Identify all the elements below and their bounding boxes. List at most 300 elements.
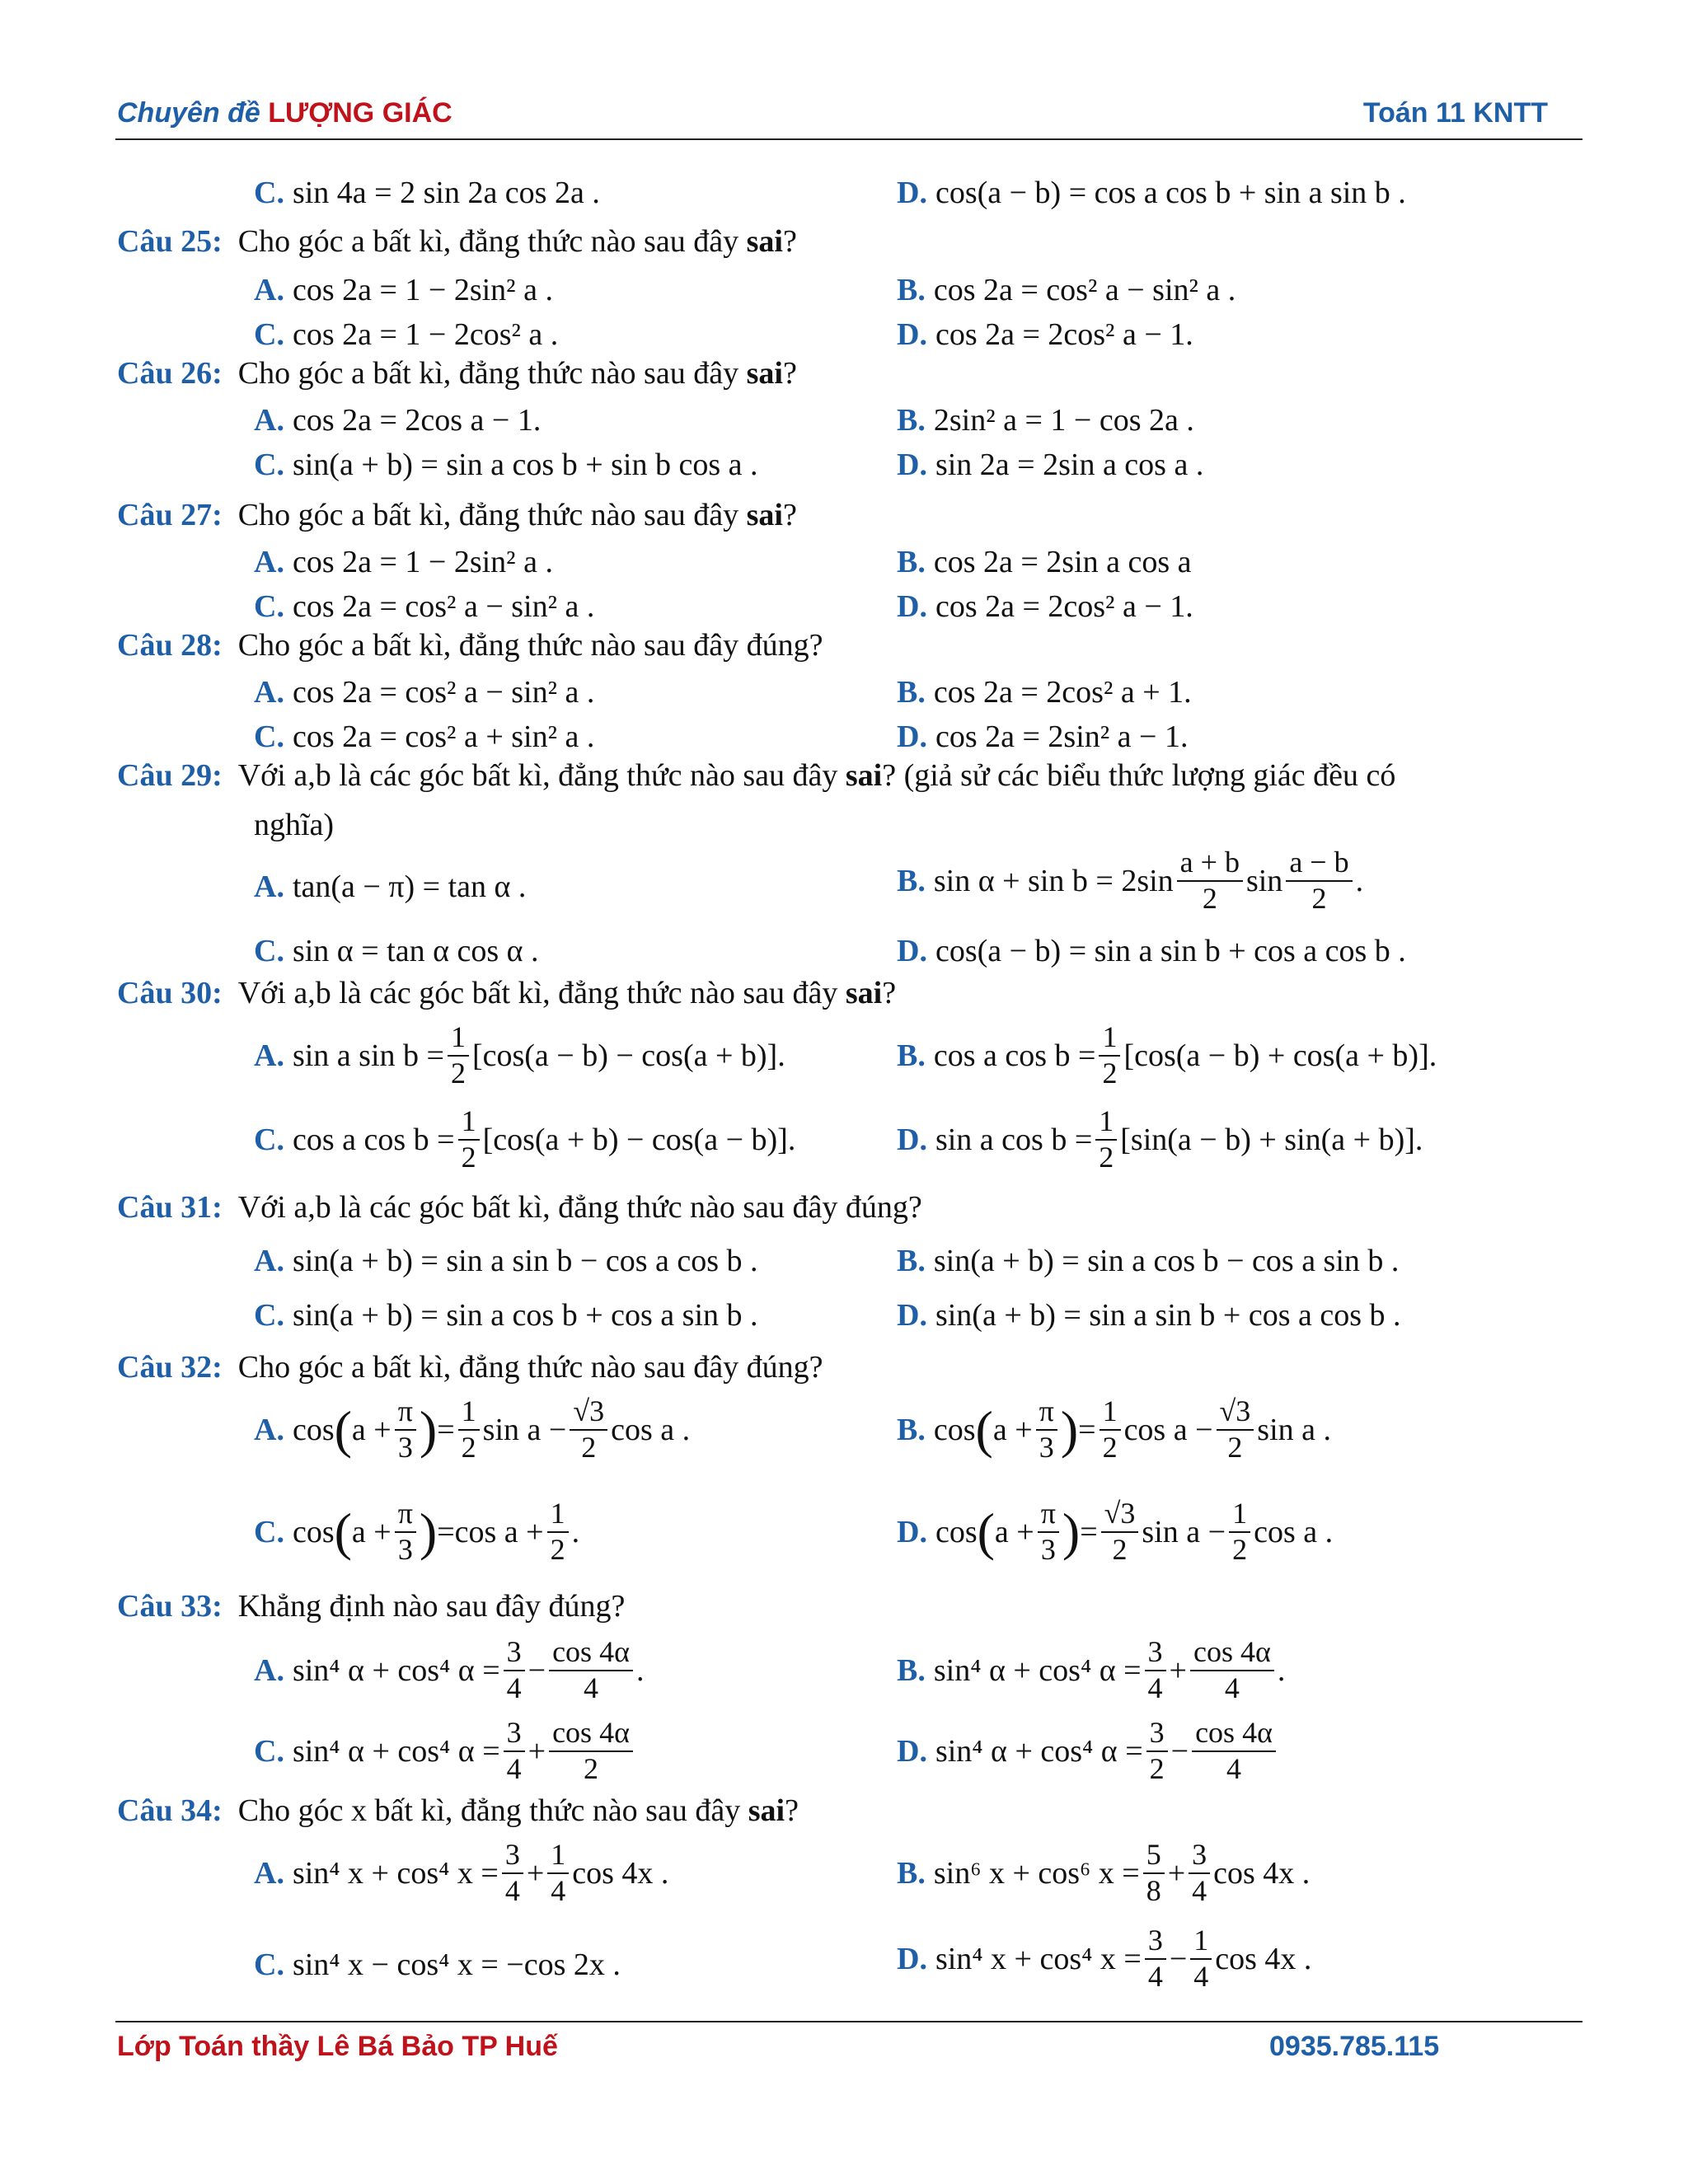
fraction [458, 1106, 480, 1174]
math-text: = [437, 1514, 455, 1549]
footer-teacher: Lớp Toán thầy Lê Bá Bảo TP Huế [117, 2031, 558, 2062]
math-text [502, 1840, 523, 1907]
math-text: cos [292, 1412, 335, 1447]
q34-option-d [897, 1925, 1311, 1993]
math-text: [sin(a − b) + sin(a + b)]. [1120, 1122, 1423, 1157]
math-text: cos 2a = 1 − 2cos² a . [292, 317, 559, 352]
math-text: cos 4x . [1213, 1855, 1311, 1891]
fraction-numerator: 1 [1099, 1022, 1120, 1057]
fraction [1286, 847, 1352, 915]
q25-option-c [254, 316, 558, 353]
fraction-denominator: 2 [1149, 1751, 1165, 1785]
q25-option-b [897, 272, 1236, 308]
math-text [1145, 1925, 1166, 1993]
q34-option-c [254, 1947, 621, 1983]
q24-option-c [254, 175, 600, 211]
q31-option-a [254, 1243, 758, 1279]
q33-option-b [897, 1637, 1285, 1704]
math-text: cos(a − b) = cos a cos b + sin a sin b . [935, 176, 1406, 210]
fraction [1095, 1106, 1117, 1174]
math-text: sin a − [1142, 1514, 1226, 1549]
math-text: cos 2a = 2cos² a + 1. [933, 675, 1192, 710]
math-text [1189, 1840, 1210, 1907]
question-number: Câu 29: [117, 758, 223, 793]
option-label: C. [254, 1733, 284, 1769]
question-number: Câu 28: [117, 628, 223, 663]
math-text [458, 1396, 480, 1464]
option-label: A. [254, 869, 284, 904]
math-text: . [571, 1514, 580, 1549]
fraction-numerator: 1 [547, 1498, 569, 1533]
fraction-numerator: 5 [1143, 1840, 1165, 1874]
fraction-denominator: 4 [1147, 1671, 1163, 1704]
q32-option-d [897, 1498, 1333, 1566]
q31-option-b [897, 1243, 1399, 1279]
option-label: B. [897, 1855, 926, 1891]
math-text: sin⁴ x + cos⁴ x = [935, 1941, 1142, 1976]
option-label: C. [254, 317, 284, 352]
fraction-denominator: 8 [1146, 1873, 1161, 1907]
math-text: sin⁴ α + cos⁴ α = [292, 1652, 500, 1688]
option-label: A. [254, 675, 284, 710]
q34-option-b [897, 1840, 1310, 1907]
q28-option-a [254, 674, 594, 710]
option-label: B. [897, 1038, 926, 1073]
option-label: D. [897, 934, 927, 968]
math-text: Cho góc a bất kì, đẳng thức nào sau đây [237, 356, 739, 391]
question-26 [117, 358, 797, 389]
q27-option-a [254, 544, 553, 580]
math-text: sin⁴ α + cos⁴ α = [935, 1733, 1143, 1769]
option-label: A. [254, 545, 284, 579]
math-text: sin(a + b) = sin a cos b + cos a sin b . [292, 1298, 758, 1333]
math-text: cos 2a = 2cos² a − 1. [935, 317, 1193, 352]
math-text [549, 1718, 633, 1785]
parenthesis: ) [1060, 1399, 1079, 1459]
math-text [395, 1498, 416, 1566]
fraction-denominator: 3 [1040, 1532, 1056, 1566]
math-text: sin 2a = 2sin a cos a . [935, 448, 1204, 482]
parenthesis: ( [334, 1502, 352, 1561]
option-label: A. [254, 1038, 284, 1073]
question-number: Câu 27: [117, 498, 223, 532]
math-text: cos 2a = cos² a − sin² a . [933, 273, 1236, 307]
option-label: B. [897, 863, 926, 898]
question-number: Câu 32: [117, 1350, 223, 1385]
q32-option-b [897, 1396, 1331, 1464]
fraction-denominator: 2 [1232, 1532, 1248, 1566]
fraction-denominator: 4 [504, 1873, 520, 1907]
math-text: cos 2a = 2sin a cos a [933, 545, 1192, 579]
question-number: Câu 33: [117, 1589, 223, 1624]
math-text: Cho góc a bất kì, đẳng thức nào sau đây [237, 498, 739, 532]
math-text [1036, 1396, 1057, 1464]
fraction-denominator: 2 [1202, 881, 1217, 915]
q25-option-a [254, 272, 553, 308]
math-text [395, 1396, 416, 1464]
math-text: sai [746, 356, 783, 391]
math-text: − [1170, 1733, 1189, 1769]
q28-option-b [897, 674, 1192, 710]
math-text: [cos(a + b) − cos(a − b)]. [482, 1122, 796, 1157]
option-label: B. [897, 1652, 926, 1688]
question-number: Câu 34: [117, 1793, 223, 1828]
fraction-denominator: 4 [584, 1671, 598, 1704]
option-label: D. [897, 1122, 927, 1157]
math-text: cos 4x . [572, 1855, 669, 1891]
q29-option-d [897, 933, 1406, 969]
question-28 [117, 630, 823, 661]
math-text: ? [882, 976, 897, 1010]
fraction-denominator: 2 [450, 1056, 466, 1090]
fraction-denominator: 2 [1099, 1140, 1114, 1174]
header-topic [117, 97, 452, 129]
option-label: D. [897, 1941, 927, 1976]
fraction-numerator: 1 [547, 1840, 569, 1874]
option-label: B. [897, 1244, 926, 1278]
math-text: [cos(a − b) − cos(a + b)]. [471, 1038, 785, 1073]
math-text: sin α + sin b = 2sin [933, 863, 1174, 898]
math-text: − [1169, 1941, 1188, 1976]
math-text: a + [992, 1412, 1033, 1447]
math-text: cos 2a = 1 − 2sin² a . [292, 545, 553, 579]
question-number: Câu 31: [117, 1190, 223, 1225]
q31-option-c [254, 1297, 758, 1333]
fraction-denominator: 3 [397, 1430, 413, 1464]
fraction-denominator: 2 [1311, 881, 1327, 915]
option-label: D. [897, 317, 927, 352]
question-31 [117, 1192, 922, 1223]
question-25 [117, 226, 797, 257]
fraction-denominator: 4 [1224, 1671, 1240, 1704]
math-text: cos 2a = cos² a − sin² a . [292, 675, 595, 710]
option-label: C. [254, 1298, 284, 1333]
math-text: cos 2a = 1 − 2sin² a . [292, 273, 553, 307]
option-label: D. [897, 1298, 927, 1333]
q27-option-c [254, 588, 594, 625]
q26-option-b [897, 402, 1194, 438]
math-text: sin a cos b = [935, 1122, 1093, 1157]
fraction [1099, 1022, 1120, 1090]
math-text [1192, 1718, 1276, 1785]
question-29-line2: nghĩa) [254, 808, 335, 842]
math-text: + [1167, 1855, 1186, 1891]
option-label: D. [897, 448, 927, 482]
math-text: = [1080, 1514, 1098, 1549]
question-number: Câu 25: [117, 224, 223, 259]
footer-divider [115, 2021, 1582, 2022]
question-27 [117, 499, 797, 531]
math-text: ? [782, 224, 797, 259]
q24-option-d [897, 175, 1406, 211]
math-text: 2sin² a = 1 − cos 2a . [933, 403, 1194, 438]
q27-option-b [897, 544, 1192, 580]
fraction-denominator: 4 [1147, 1959, 1163, 1993]
option-label: C. [254, 1514, 284, 1549]
math-text: cos a + [454, 1514, 544, 1549]
math-text [1229, 1498, 1250, 1566]
q30-option-c [254, 1106, 795, 1174]
parenthesis: ( [975, 1399, 993, 1459]
math-text: a + [994, 1514, 1034, 1549]
fraction-denominator: 4 [506, 1751, 522, 1785]
math-text: Cho góc a bất kì, đẳng thức nào sau đây đúng? [237, 628, 823, 663]
fraction [1177, 847, 1243, 915]
math-text: cos a − [1123, 1412, 1213, 1447]
math-text: cos(a − b) = sin a sin b + cos a cos b . [935, 934, 1406, 968]
option-label: C. [254, 589, 284, 624]
math-text [547, 1840, 569, 1907]
option-label: C. [254, 448, 284, 482]
math-text: sin⁴ α + cos⁴ α = [292, 1733, 500, 1769]
q30-option-b [897, 1022, 1437, 1090]
math-text: ? (giả sử các biểu thức lượng giác đều có [882, 758, 1396, 793]
fraction-numerator: a + b [1177, 847, 1243, 882]
q26-option-d [897, 447, 1203, 483]
q28-option-c [254, 719, 594, 755]
question-34 [117, 1795, 799, 1826]
parenthesis: ) [419, 1399, 438, 1459]
option-label: A. [254, 403, 284, 438]
fraction-numerator: cos 4α [1192, 1718, 1276, 1752]
math-text [1190, 1637, 1274, 1704]
q33-option-c [254, 1718, 636, 1785]
math-text [1145, 1637, 1166, 1704]
math-text: . [635, 1652, 645, 1688]
fraction-numerator: π [1036, 1396, 1057, 1431]
option-label: A. [254, 1855, 284, 1891]
fraction [448, 1022, 469, 1090]
parenthesis: ) [419, 1502, 438, 1561]
option-label: C. [254, 1122, 284, 1157]
math-text: sin a sin b = [292, 1038, 444, 1073]
q26-option-a [254, 402, 541, 438]
option-label: A. [254, 1244, 284, 1278]
fraction-denominator: 2 [461, 1430, 476, 1464]
fraction-denominator: 2 [1227, 1430, 1243, 1464]
math-text: sai [845, 758, 883, 793]
fraction-denominator: 2 [550, 1532, 565, 1566]
math-text: Với a,b là các góc bất kì, đẳng thức nào sau đây [237, 976, 838, 1010]
math-text [549, 1637, 633, 1704]
math-text: cos 2a = 2cos² a − 1. [935, 589, 1193, 624]
math-text: sai [746, 498, 783, 532]
question-33 [117, 1591, 625, 1622]
fraction-numerator: 1 [458, 1396, 480, 1431]
math-text: [cos(a − b) + cos(a + b)]. [1123, 1038, 1437, 1073]
fraction-denominator: 2 [1112, 1532, 1128, 1566]
math-text: sin [1245, 863, 1283, 898]
parenthesis: ( [977, 1502, 995, 1561]
q29-option-b [897, 847, 1363, 915]
fraction-numerator: a − b [1286, 847, 1352, 882]
math-text: tan(a − π) = tan α . [292, 869, 527, 904]
math-text: sin⁴ α + cos⁴ α = [933, 1652, 1142, 1688]
math-text: cos [935, 1514, 978, 1549]
math-text: cos 2a = cos² a − sin² a . [292, 589, 595, 624]
fraction-numerator: 3 [1145, 1925, 1166, 1960]
fraction-denominator: 2 [1102, 1430, 1118, 1464]
option-label: C. [254, 719, 284, 754]
topic-label: Chuyên đề [117, 97, 260, 129]
math-text: sin 4a = 2 sin 2a cos 2a . [292, 176, 600, 210]
question-number: Câu 30: [117, 976, 223, 1010]
q27-option-d [897, 588, 1193, 625]
fraction-denominator: 4 [1192, 1873, 1207, 1907]
math-text: sin a . [1257, 1412, 1331, 1447]
fraction-numerator: 3 [502, 1840, 523, 1874]
math-text: cos a cos b = [933, 1038, 1096, 1073]
math-text [504, 1637, 525, 1704]
q32-option-c [254, 1498, 579, 1566]
fraction-denominator: 3 [397, 1532, 413, 1566]
math-text: cos [292, 1514, 335, 1549]
q31-option-d [897, 1297, 1401, 1333]
math-text: sin(a + b) = sin a cos b + sin b cos a . [292, 448, 758, 482]
q25-option-d [897, 316, 1193, 353]
option-label: A. [254, 273, 284, 307]
fraction-denominator: 3 [1039, 1430, 1054, 1464]
math-text: cos a . [1254, 1514, 1334, 1549]
math-text: . [1355, 863, 1364, 898]
fraction-denominator: 2 [581, 1430, 597, 1464]
fraction-denominator: 4 [1226, 1751, 1241, 1785]
math-text: sin⁴ x + cos⁴ x = [292, 1855, 499, 1891]
fraction-numerator: 1 [1190, 1925, 1212, 1960]
option-label: B. [897, 403, 926, 438]
option-label: B. [897, 675, 926, 710]
question-32 [117, 1352, 823, 1383]
math-text: Với a,b là các góc bất kì, đẳng thức nào sau đây đúng? [237, 1190, 922, 1225]
fraction-numerator: 3 [1146, 1718, 1168, 1752]
math-text: sin(a + b) = sin a sin b + cos a cos b . [935, 1298, 1401, 1333]
math-text: cos 2a = cos² a + sin² a . [292, 719, 595, 754]
header-divider [115, 138, 1582, 140]
math-text [1101, 1498, 1139, 1566]
option-label: D. [897, 1514, 927, 1549]
fraction-numerator: 1 [458, 1106, 480, 1141]
option-label: D. [897, 589, 927, 624]
fraction-denominator: 4 [551, 1873, 566, 1907]
math-text: − [528, 1652, 546, 1688]
option-label: C. [254, 934, 284, 968]
q33-option-a [254, 1637, 644, 1704]
math-text: Với a,b là các góc bất kì, đẳng thức nào sau đây [237, 758, 838, 793]
math-text: = [1078, 1412, 1096, 1447]
option-label: D. [897, 176, 927, 210]
math-text: Cho góc x bất kì, đẳng thức nào sau đây [237, 1793, 741, 1828]
math-text [547, 1498, 569, 1566]
fraction-denominator: 4 [506, 1671, 522, 1704]
fraction-numerator: π [395, 1498, 416, 1533]
math-text: ? [782, 498, 797, 532]
option-label: B. [897, 273, 926, 307]
question-29 [117, 760, 1395, 791]
math-text: cos a . [611, 1412, 691, 1447]
question-number: Câu 26: [117, 356, 223, 391]
math-text: Cho góc a bất kì, đẳng thức nào sau đây đúng? [237, 1350, 823, 1385]
fraction-numerator: 3 [1145, 1637, 1166, 1671]
math-text [504, 1718, 525, 1785]
math-text: ? [785, 1793, 799, 1828]
option-label: D. [897, 719, 927, 754]
fraction-numerator: cos 4α [549, 1718, 633, 1752]
option-label: B. [897, 1412, 926, 1447]
math-text: sin⁶ x + cos⁶ x = [933, 1855, 1140, 1891]
math-text: sin α = tan α cos α . [292, 934, 539, 968]
fraction-denominator: 2 [1102, 1056, 1118, 1090]
fraction-denominator: 2 [584, 1751, 598, 1785]
math-text [570, 1396, 607, 1464]
parenthesis: ( [334, 1399, 352, 1459]
fraction-numerator: π [395, 1396, 416, 1431]
parenthesis: ) [1062, 1502, 1081, 1561]
math-text [1038, 1498, 1059, 1566]
option-label: B. [897, 545, 926, 579]
option-label: C. [254, 176, 284, 210]
option-label: C. [254, 1947, 284, 1982]
math-text: sin⁴ x − cos⁴ x = −cos 2x . [292, 1947, 621, 1982]
fraction-numerator: 1 [448, 1022, 469, 1057]
math-text: sin(a + b) = sin a sin b − cos a cos b . [292, 1244, 758, 1278]
math-text: a + [351, 1412, 392, 1447]
q28-option-d [897, 719, 1188, 755]
math-text: Cho góc a bất kì, đẳng thức nào sau đây [237, 224, 739, 259]
q32-option-a [254, 1396, 690, 1464]
math-text: cos 4x . [1215, 1941, 1312, 1976]
math-text [1217, 1396, 1254, 1464]
fraction-denominator: 2 [461, 1140, 476, 1174]
math-text [1146, 1718, 1168, 1785]
math-text: sai [845, 976, 883, 1010]
math-text [1190, 1925, 1212, 1993]
fraction-numerator: π [1038, 1498, 1059, 1533]
math-text: Khẳng định nào sau đây đúng? [237, 1589, 626, 1624]
math-text: cos [933, 1412, 976, 1447]
fraction-denominator: 4 [1193, 1959, 1209, 1993]
fraction-numerator: 1 [1229, 1498, 1250, 1533]
fraction-numerator: √3 [570, 1396, 607, 1431]
fraction-numerator: cos 4α [1190, 1637, 1274, 1671]
question-30 [117, 977, 896, 1009]
math-text: cos a cos b = [292, 1122, 455, 1157]
math-text: sin(a + b) = sin a cos b − cos a sin b . [933, 1244, 1400, 1278]
fraction-numerator: cos 4α [549, 1637, 633, 1671]
fraction-numerator: 1 [1100, 1396, 1121, 1431]
math-text [1100, 1396, 1121, 1464]
option-label: A. [254, 1412, 284, 1447]
footer-phone: 0935.785.115 [1269, 2031, 1440, 2062]
math-text: a + [351, 1514, 392, 1549]
math-text: cos 2a = 2cos a − 1. [292, 403, 542, 438]
option-label: D. [897, 1733, 927, 1769]
q34-option-a [254, 1840, 668, 1907]
q30-option-a [254, 1022, 785, 1090]
fraction-numerator: 3 [1189, 1840, 1210, 1874]
math-text: . [1277, 1652, 1286, 1688]
fraction-numerator: √3 [1101, 1498, 1139, 1533]
math-text: sin a − [482, 1412, 567, 1447]
q30-option-d [897, 1106, 1423, 1174]
math-text: ? [782, 356, 797, 391]
math-text: + [528, 1733, 546, 1769]
math-text: + [526, 1855, 545, 1891]
fraction-numerator: 3 [504, 1718, 525, 1752]
math-text: sai [748, 1793, 785, 1828]
topic-name: LƯỢNG GIÁC [268, 97, 452, 129]
fraction-numerator: 1 [1095, 1106, 1117, 1141]
option-label: A. [254, 1652, 284, 1688]
